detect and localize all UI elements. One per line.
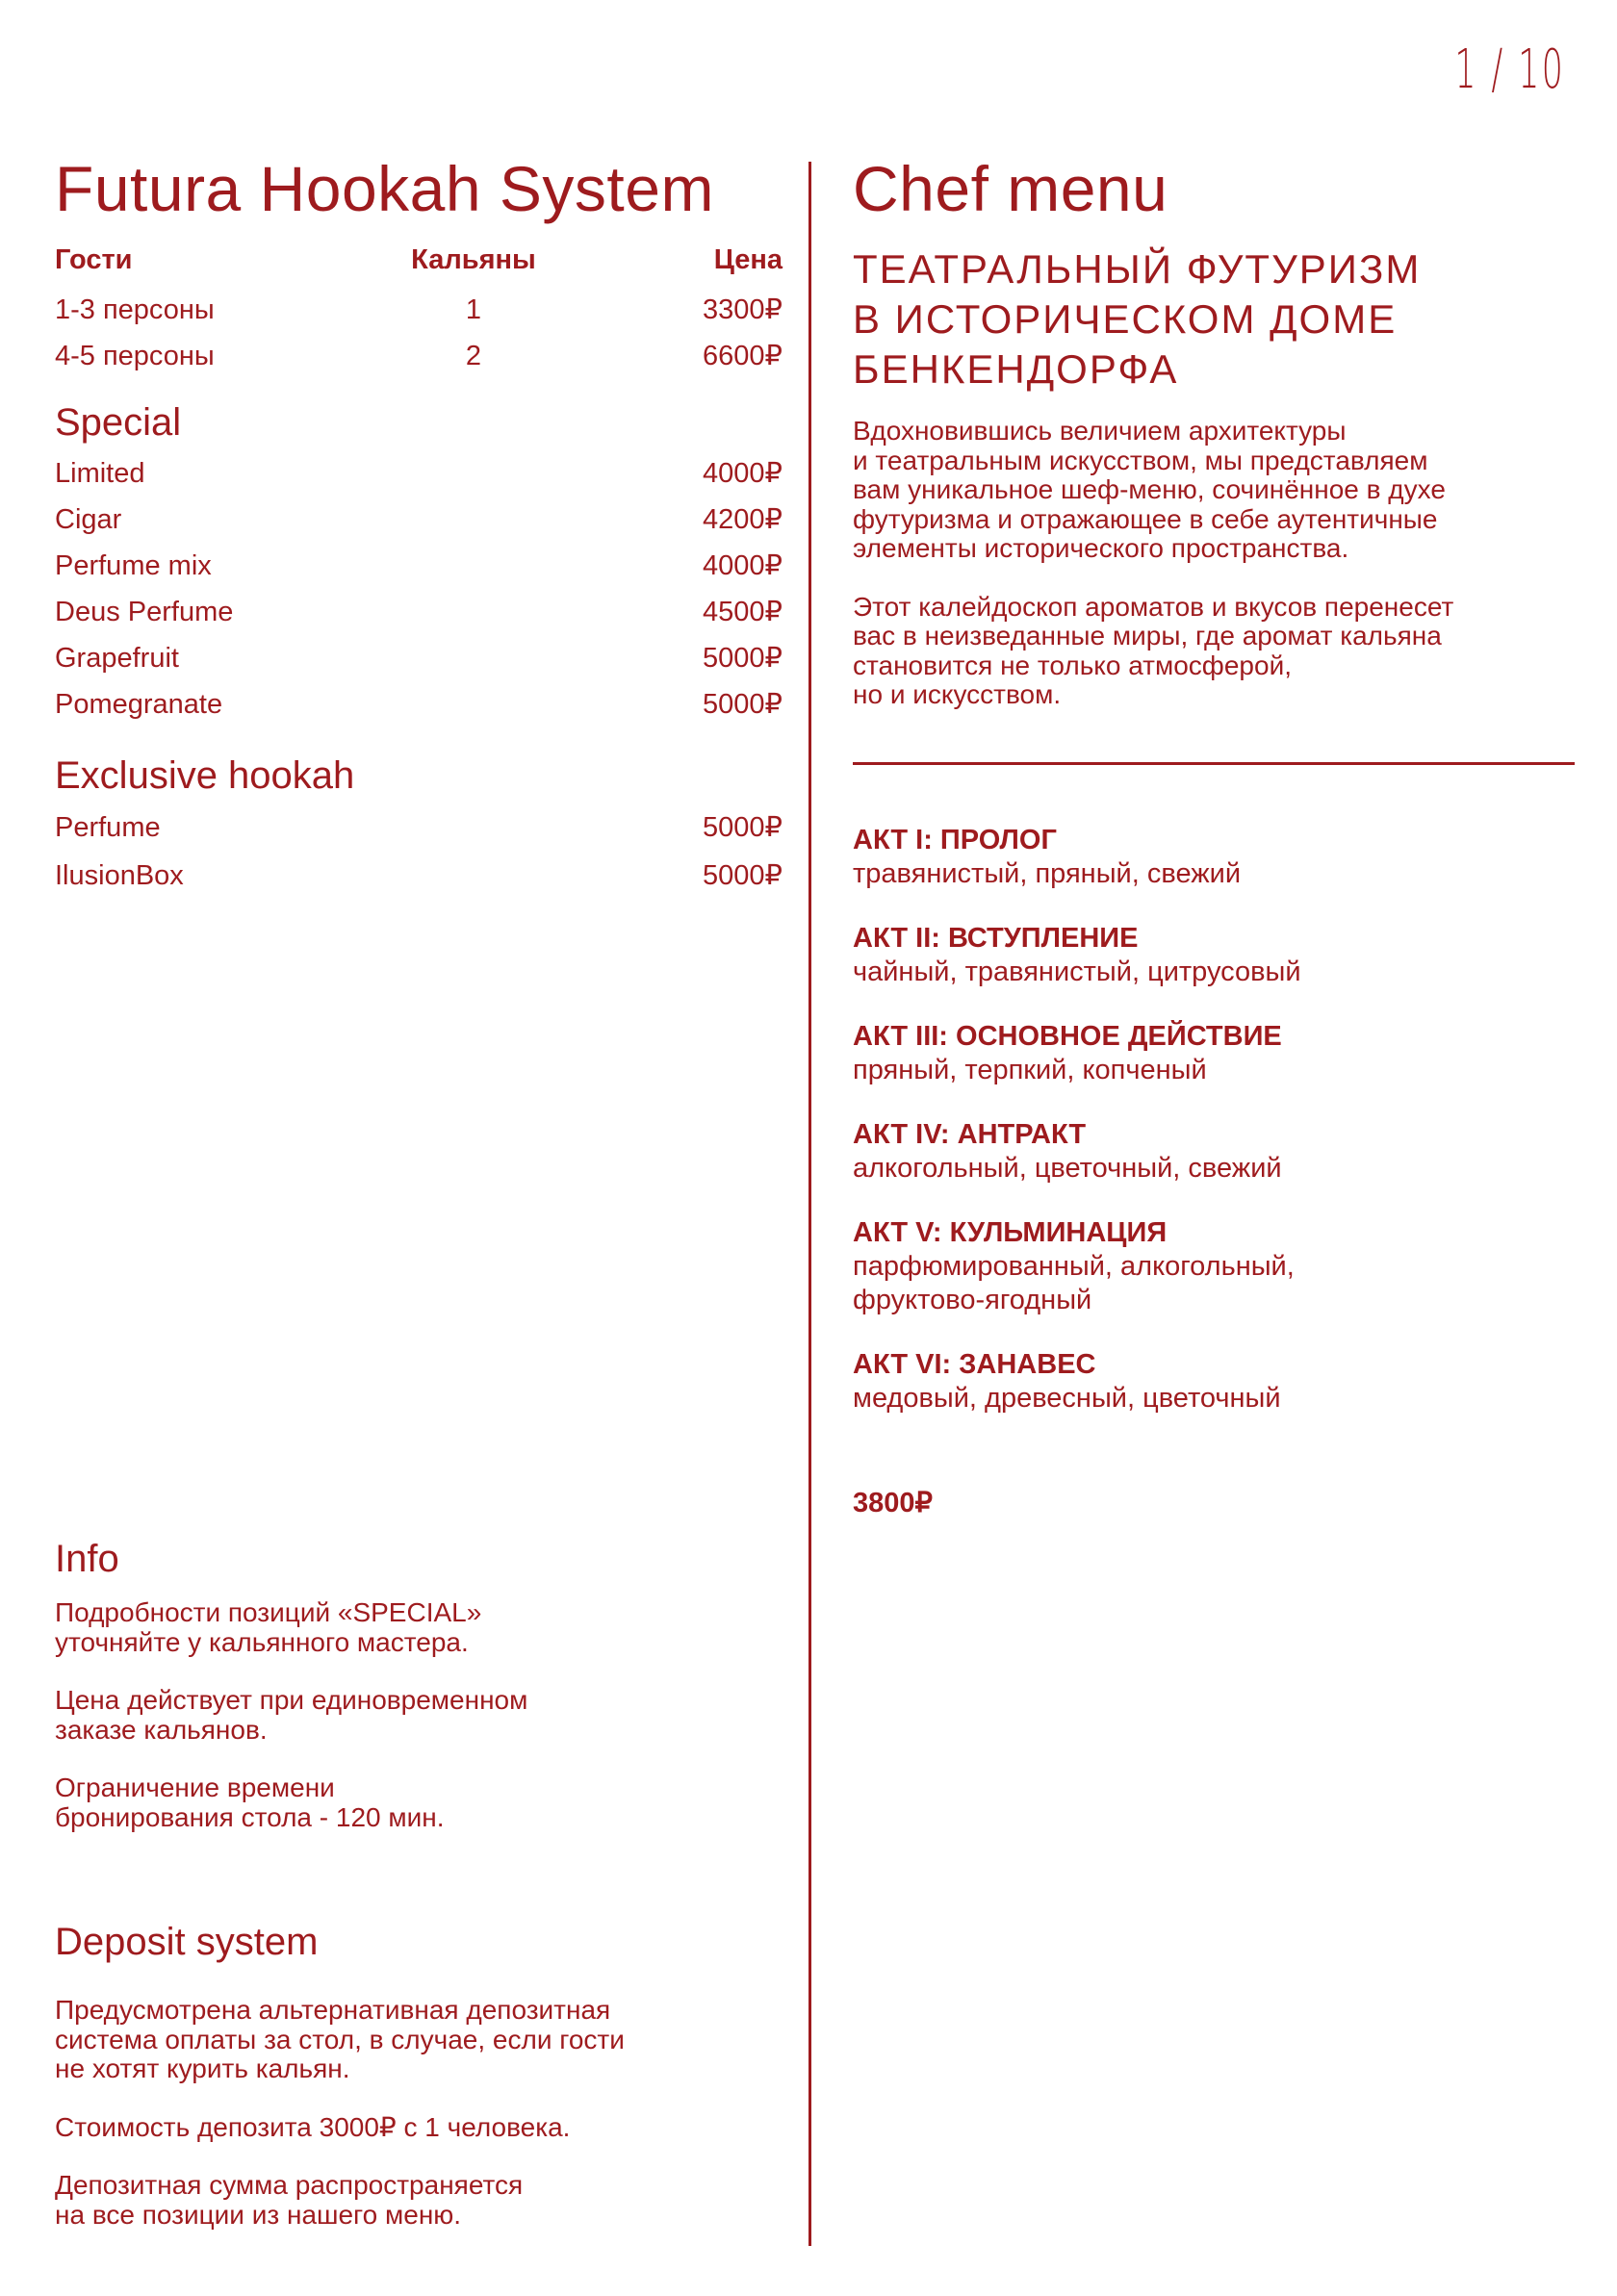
deposit-title: Deposit system	[55, 1921, 319, 1963]
item-price: 4000₽	[703, 550, 783, 581]
list-item	[55, 497, 783, 543]
deposit-text	[55, 1996, 786, 2230]
acts-list	[853, 824, 1584, 1416]
text-line: на все позиции из нашего меню.	[55, 2199, 462, 2230]
item-price: 4500₽	[703, 597, 783, 627]
text-line: заказе кальянов.	[55, 1714, 268, 1745]
list-item	[55, 543, 783, 589]
act-desc: фруктово-ягодный	[853, 1285, 1092, 1315]
table-header	[55, 237, 783, 287]
deposit-paragraph	[55, 2171, 786, 2230]
act-item	[853, 1118, 1584, 1186]
list-item	[55, 681, 783, 727]
hookah-system-title: Futura Hookah System	[55, 153, 714, 224]
act-item	[853, 1020, 1584, 1087]
row-hookahs: 1	[465, 294, 482, 325]
text-line: В ИСТОРИЧЕСКОМ ДОМЕ	[853, 296, 1398, 342]
info-text	[55, 1598, 786, 1832]
chef-subtitle	[853, 244, 1584, 395]
intro-paragraph	[853, 593, 1584, 710]
row-hookahs: 2	[465, 341, 482, 371]
item-name: Pomegranate	[55, 689, 223, 720]
header-guests: Гости	[55, 244, 133, 275]
act-title: АКТ IV: АНТРАКТ	[853, 1119, 1087, 1150]
act-item	[853, 1348, 1584, 1416]
list-item	[55, 804, 783, 853]
text-line: футуризма и отражающее в себе аутентичные	[853, 503, 1438, 534]
item-price: 5000₽	[703, 643, 783, 674]
row-guests: 1-3 персоны	[55, 294, 215, 325]
column-divider	[808, 162, 811, 2246]
item-name: Grapefruit	[55, 643, 179, 674]
act-item	[853, 922, 1584, 989]
table-row	[55, 287, 783, 333]
text-line: не хотят курить кальян.	[55, 2054, 350, 2083]
item-name: Deus Perfume	[55, 597, 234, 627]
item-price: 4200₽	[703, 504, 783, 535]
act-title: АКТ II: ВСТУПЛЕНИЕ	[853, 923, 1139, 954]
exclusive-list	[55, 804, 783, 899]
list-item	[55, 450, 783, 497]
act-desc: пряный, терпкий, копченый	[853, 1055, 1207, 1085]
item-name: Limited	[55, 458, 145, 489]
text-line: система оплаты за стол, в случае, если гости	[55, 2024, 625, 2054]
text-line: Депозитная сумма распространяется	[55, 2170, 524, 2200]
text-line: вам уникальное шеф-меню, сочинённое в духе	[853, 474, 1446, 504]
deposit-paragraph	[55, 2113, 786, 2143]
pricing-table	[55, 237, 783, 379]
text-line: элементы исторического пространства.	[853, 533, 1349, 563]
info-paragraph	[55, 1686, 786, 1745]
item-name: Cigar	[55, 504, 122, 535]
header-price: Цена	[713, 244, 783, 275]
page-number: 1 / 10	[1454, 38, 1565, 101]
act-item	[853, 1216, 1584, 1317]
act-desc: парфюмированный, алкогольный,	[853, 1251, 1295, 1282]
text-line: вас в неизведанные миры, где аромат кальяна	[853, 621, 1442, 651]
text-line: уточняйте у кальянного мастера.	[55, 1626, 469, 1657]
item-price: 5000₽	[703, 860, 783, 891]
text-line: становится не только атмосферой,	[853, 650, 1292, 680]
text-line: Этот калейдоскоп ароматов и вкусов перенесет	[853, 591, 1454, 622]
deposit-paragraph	[55, 1996, 786, 2084]
act-item	[853, 824, 1584, 891]
list-item	[55, 635, 783, 681]
chef-menu-price: 3800₽	[853, 1488, 933, 1518]
text-line: и театральным искусством, мы представляем	[853, 445, 1428, 475]
act-title: АКТ VI: ЗАНАВЕС	[853, 1349, 1096, 1380]
text-line: но и искусством.	[853, 679, 1062, 709]
act-title: АКТ I: ПРОЛОГ	[853, 825, 1057, 855]
section-divider	[853, 762, 1575, 765]
info-paragraph	[55, 1598, 786, 1657]
act-desc: медовый, древесный, цветочный	[853, 1383, 1281, 1414]
item-name: IlusionBox	[55, 860, 184, 891]
row-price: 3300₽	[703, 294, 783, 325]
chef-intro	[853, 417, 1584, 710]
exclusive-title: Exclusive hookah	[55, 754, 355, 797]
text-line: Вдохновившись величием архитектуры	[853, 416, 1347, 446]
item-price: 4000₽	[703, 458, 783, 489]
act-desc: алкогольный, цветочный, свежий	[853, 1153, 1282, 1184]
subtitle-text	[853, 244, 1584, 395]
item-name: Perfume mix	[55, 550, 212, 581]
text-line: БЕНКЕНДОРФА	[853, 346, 1179, 392]
text-line: бронирования стола - 120 мин.	[55, 1801, 445, 1832]
act-desc: чайный, травянистый, цитрусовый	[853, 957, 1301, 987]
item-price: 5000₽	[703, 689, 783, 720]
text-line: Цена действует при единовременном	[55, 1685, 528, 1715]
act-desc: травянистый, пряный, свежий	[853, 858, 1242, 889]
info-title: Info	[55, 1538, 119, 1580]
act-title: АКТ III: ОСНОВНОЕ ДЕЙСТВИЕ	[853, 1021, 1282, 1052]
item-name: Perfume	[55, 812, 161, 843]
special-list	[55, 450, 783, 727]
text-line: Подробности позиций «SPECIAL»	[55, 1597, 482, 1627]
chef-menu-title: Chef menu	[853, 153, 1168, 224]
text-line: ТЕАТРАЛЬНЫЙ ФУТУРИЗМ	[853, 246, 1422, 292]
item-price: 5000₽	[703, 812, 783, 843]
row-price: 6600₽	[703, 341, 783, 371]
list-item	[55, 853, 783, 899]
act-title: АКТ V: КУЛЬМИНАЦИЯ	[853, 1217, 1168, 1248]
info-paragraph	[55, 1773, 786, 1832]
text-line: Стоимость депозита 3000₽ с 1 человека.	[55, 2111, 571, 2142]
row-guests: 4-5 персоны	[55, 341, 215, 371]
list-item	[55, 589, 783, 635]
text-line: Ограничение времени	[55, 1773, 335, 1802]
text-line: Предусмотрена альтернативная депозитная	[55, 1995, 611, 2025]
table-row	[55, 333, 783, 379]
special-title: Special	[55, 401, 182, 444]
header-hookahs: Кальяны	[411, 244, 536, 275]
intro-paragraph	[853, 417, 1584, 564]
